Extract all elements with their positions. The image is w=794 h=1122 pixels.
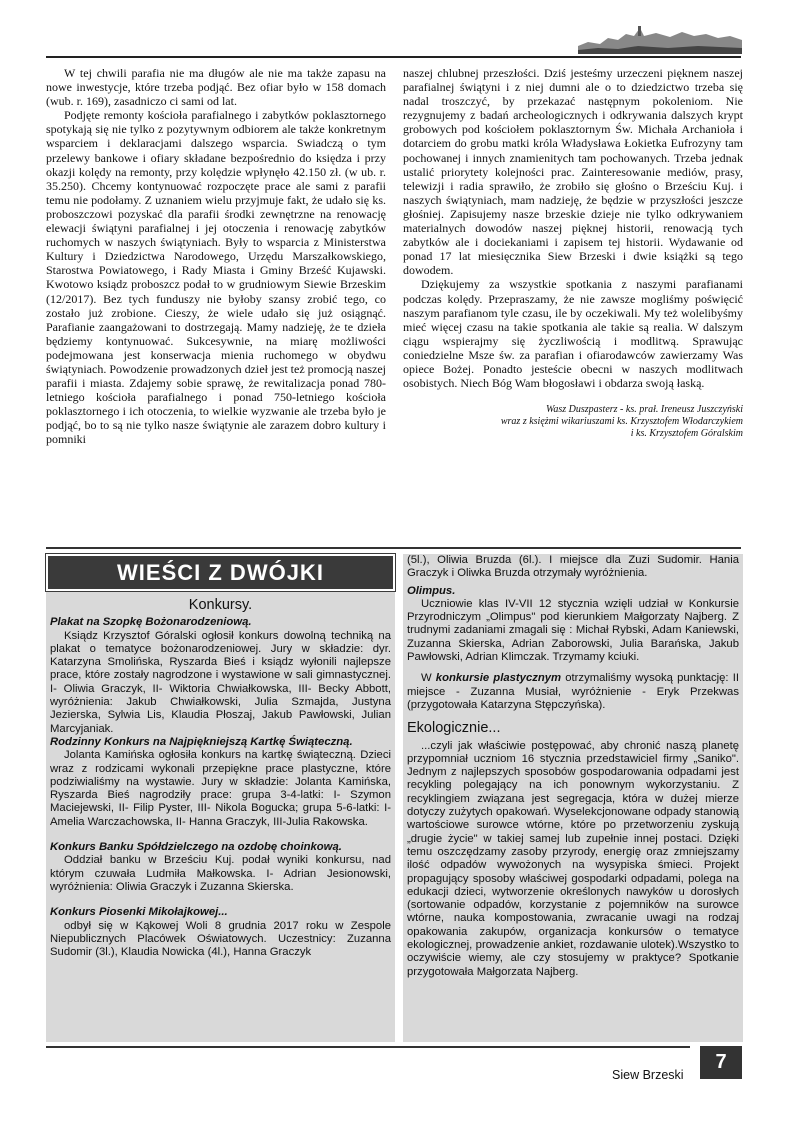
item-title: Konkurs Piosenki Mikołajkowej... bbox=[50, 906, 228, 919]
top-rule bbox=[46, 56, 741, 58]
paragraph: naszej chlubnej przeszłości. Dziś jesteśmy urzeczeni pięknem naszej parafialnej świątyni i z niej dumni ale o to dziedzictwo trzeba się nadal troszczyć, by przekazać następnym pokoleniom. Nie rezygnujemy z badań archeologicznych i odkrywania dalszych krypt grobowych pod kościołem poklasztornym Św. Michała Archanioła i dotarciem do grobu matki króla Władysława Łokietka Eufrozyny tam pochowanej i innych znamienitych tam pochowanych. Trzeba jednak ustalić priorytety kolejności prac. Zainteresowanie mediów, prasy, telewizji i radia sprawiło, że zrobiło się głośno o Brześciu Kuj. i naszych świątyniach, mam nadzieję, że będzie w przyszłości jeszcze głośniej. Zapisujemy nasze brzeskie dzieje nie tylko odkrywaniem materialnych dowodów naszej pięknej historii, renowacją tych zabytków ale i dociekaniami i zapisem tej historii. Wydawanie od ponad 17 lat miesięcznika Siew Brzeski i dwie książki są tego dowodem. bbox=[403, 66, 743, 278]
publication-title: Siew Brzeski bbox=[612, 1068, 684, 1082]
news-box-left bbox=[46, 554, 395, 1042]
item-text: ...czyli jak właściwie postępować, aby chronić naszą planetę przypomniał uczniom 16 stycznia przedstawiciel firmy „Saniko". Jednym z najlepszych sposobów gospodarowania odpadami jest recykling polegający na ich ponownym wykorzystaniu. Z recyklingiem związana jest segregacja, która w dużej mierze dotyczy zużytych opakowań. Wyselekcjonowane odpady stanowią wartościowe surowce wtórne, które po przetworzeniu zyskują „drugie życie" w takiej samej lub zupełnie innej postaci. Dzięki temu oszczędzamy zasoby przyrody, energię oraz zmniejszamy ilość odpadów wywożonych na wysypiska śmieci. Projekt propagujący sposoby właściwej gospodarki odpadami, polega na edukacji dzieci, wytworzenie określonych nawyków u dorosłych (sortowanie odpadów, korzystanie z pojemników na surowce wtórne, nauka kompostowania, zwracanie uwagi na rodzaj opakowania zakupów, organizacja konkursów o tematyce ekologicznej, prowadzenie ankiet, rozdawanie ulotek).Wszystko to oczywiście wiemy, ale czy stosujemy w praktyce? Spotkanie przygotowała Małgorzata Najberg. bbox=[407, 739, 739, 978]
signature-line: Wasz Duszpasterz - ks. prał. Ireneusz Juszczyński bbox=[545, 404, 743, 416]
page-number: 7 bbox=[700, 1046, 742, 1079]
signature bbox=[403, 404, 743, 440]
item-title: Olimpus. bbox=[407, 584, 456, 597]
item-text: Oddział banku w Brześciu Kuj. podał wyniki konkursu, nad którym czuwała Ludmiła Małkowska. I- Adrian Jesionowski, wyróżnienia: Oliwia Graczyk i Zuzanna Skierska. bbox=[50, 854, 391, 893]
text-run: W bbox=[421, 672, 436, 685]
article-column-left bbox=[46, 66, 386, 447]
news-box-right bbox=[403, 554, 743, 1042]
item-text: Ksiądz Krzysztof Góralski ogłosił konkurs dowolną techniką na plakat o tematyce bożonarodzeniowej. Jury w składzie: dyr. Katarzyna Smolińska, Ryszarda Bieś i ksiądz wyłonili najlepsze prace, które zostały nagrodzone i wystawione w sali gimnastycznej. I- Oliwia Graczyk, II- Wiktoria Chwiałkowska, III- Becky Abbott, wyróżnienia: Jakub Chwiałkowski, Julia Szmajda, Justyna Jezierska, Sylwia Lis, Klaudia Płoszaj, Jakub Pawłowski, Julian Marcyjaniak. bbox=[50, 629, 391, 735]
item-text: odbył się w Kąkowej Woli 8 grudnia 2017 roku w Zespole Niepublicznych Placówek Oświatowych. Uczestnicy: Zuzanna Sudomir (3l.), Klaudia Nowicka (4l.), Hanna Graczyk bbox=[50, 919, 391, 959]
article-column-right bbox=[403, 66, 743, 440]
signature-line: i ks. Krzysztofem Góralskim bbox=[630, 428, 743, 440]
item-text: Jolanta Kamińska ogłosiła konkurs na kartkę świąteczną. Dzieci wraz z rodzicami wykonali przepiękne prace plastyczne, które podziwialiśmy na wystawie. Jury w składzie: Jolanta Kamińska, Ryszarda Bieś nagrodziły prace: grupa 3-4-latki: I- Szymon Maciejewski, II- Filip Pyster, III- Nikola Bogucka; grupa 5-6-latki: I- Amelia Warczachowska, II- Hanna Graczyk, III-Julia Rakowska. bbox=[50, 749, 391, 828]
church-header-image bbox=[578, 24, 742, 54]
paragraph: W tej chwili parafia nie ma długów ale nie ma także zapasu na nowe inwestycje, które trzeba podjąć. Bez ofiar było w 158 domach (wub. r. 169), zasadniczo ci sami od lat. bbox=[46, 66, 386, 109]
paragraph: Podjęte remonty kościoła parafialnego i zabytków poklasztornego spotykają się nie tylko z pozytywnym odbiorem ale także konkretnym wsparciem i deklaracjami dalszego wsparcia. Swiadczą o tym przelewy bankowe i ofiary składane bezpośrednio do księdza i przy okazji kolędy na remonty, przy kolędzie wpłynęło 42.150 zł. (w ub. r. 35.250). Chcemy kontynuować rozpoczęte prace ale sami z parafii temu nie podołamy. Z uznaniem wielu przyjmuje fakt, że udało się ks. proboszczowi pozyskać dla parafii środki zewnętrzne na renowację elewacji świątyni parafialnej i jej otoczenia i renowację zabytków ruchomych w naszych świątyniach. Były to wsparcia z Ministerstwa Kultury i Dziedzictwa Narodowego, Urzędu Marszałkowskiego, Starostwa Powiatowego, i Rady Miasta i Gminy Brześć Kujawski. Kwotowo ksiądz proboszcz podał to w grudniowym Siewie Brzeskim (12/2017). Bez tych funduszy nie byłoby szansy zrobić tego, co zostało już zrobione. Cieszy, że wiele udało się już osiągnąć. Parafianie zaangażowani to dostrzegają. Mamy nadzieję, że te dzieła będziemy kontynuować. Sukcesywnie, na miarę możliwości podejmowana jest konserwacja mienia ruchomego w obydwu świątyniach. Powodzenie prowadzonych dzieł jest też promocją naszej parafii i miasta. Zdajemy sobie sprawę, że rewitalizacja ponad 780-letniego kościoła parafialnego i ponad 750-letniego kościoła poklasztornego i ich otoczenia, to wielkie wyzwanie ale trzeba było je podjąć, bo to są nie tylko nasze świątynie ale zarazem dobro kultury i pomniki bbox=[46, 108, 386, 447]
section-rule bbox=[46, 547, 741, 549]
item-text bbox=[407, 672, 739, 712]
footer-rule bbox=[46, 1046, 690, 1048]
item-text: Uczniowie klas IV-VII 12 stycznia wzięli udział w Konkursie Przyrodniczym „Olimpus" pod kierunkiem Małgorzaty Najberg. Z trudnymi zadaniami zmagali się : Michał Rybski, Adam Kaniewski, Zuzanna Skierska, Adrian Zaborowski, Julia Barańska, Jakub Pawłowski, Adrian Klimczak. Trzymamy kciuki. bbox=[407, 597, 739, 664]
subsection-heading: Ekologicznie... bbox=[407, 720, 501, 737]
item-text: (5l.), Oliwia Bruzda (6l.). I miejsce dla Zuzi Sudomir. Hania Graczyk i Oliwka Bruzda otrzymały wyróżnienia. bbox=[407, 554, 739, 580]
text-run: otrzymaliśmy wysoką punktację: II miejsce - Zuzanna Musiał, wyróżnienie - Eryk Przekwas (przygotowała Katarzyna Stępczyńska). bbox=[407, 672, 739, 711]
section-banner: WIEŚCI Z DWÓJKI bbox=[46, 554, 395, 591]
item-title: Konkurs Banku Spółdzielczego na ozdobę choinkową. bbox=[50, 841, 342, 854]
item-title: Rodzinny Konkurs na Najpiękniejszą Kartkę Świąteczną. bbox=[50, 735, 353, 748]
signature-line: wraz z księżmi wikariuszami ks. Krzysztofem Włodarczykiem bbox=[500, 416, 743, 428]
paragraph: Dziękujemy za wszystkie spotkania z naszymi parafianami podczas kolędy. Przepraszamy, że nie zawsze mogliśmy poświęcić naszym parafianom tyle czasu, ile by oczekiwali. My też wolelibyśmy mieć więcej czasu na takie spotkania ale takie są realia. W dalszym ciągu wspierajmy się życzliwością i modlitwą. Sprawując coniedzielne Msze św. za parafian i ofiarodawców zawierzamy Was opiece Bożej. Ponadto jesteście obecni w naszych modlitwach osobistych. Niech Bóg Wam błogosławi i obdarza swoją łaską. bbox=[403, 277, 743, 391]
emphasis: konkursie plastycznym bbox=[435, 672, 562, 685]
subsection-heading: Konkursy. bbox=[188, 597, 253, 613]
item-title: Plakat na Szopkę Bożonarodzeniową. bbox=[50, 616, 252, 629]
